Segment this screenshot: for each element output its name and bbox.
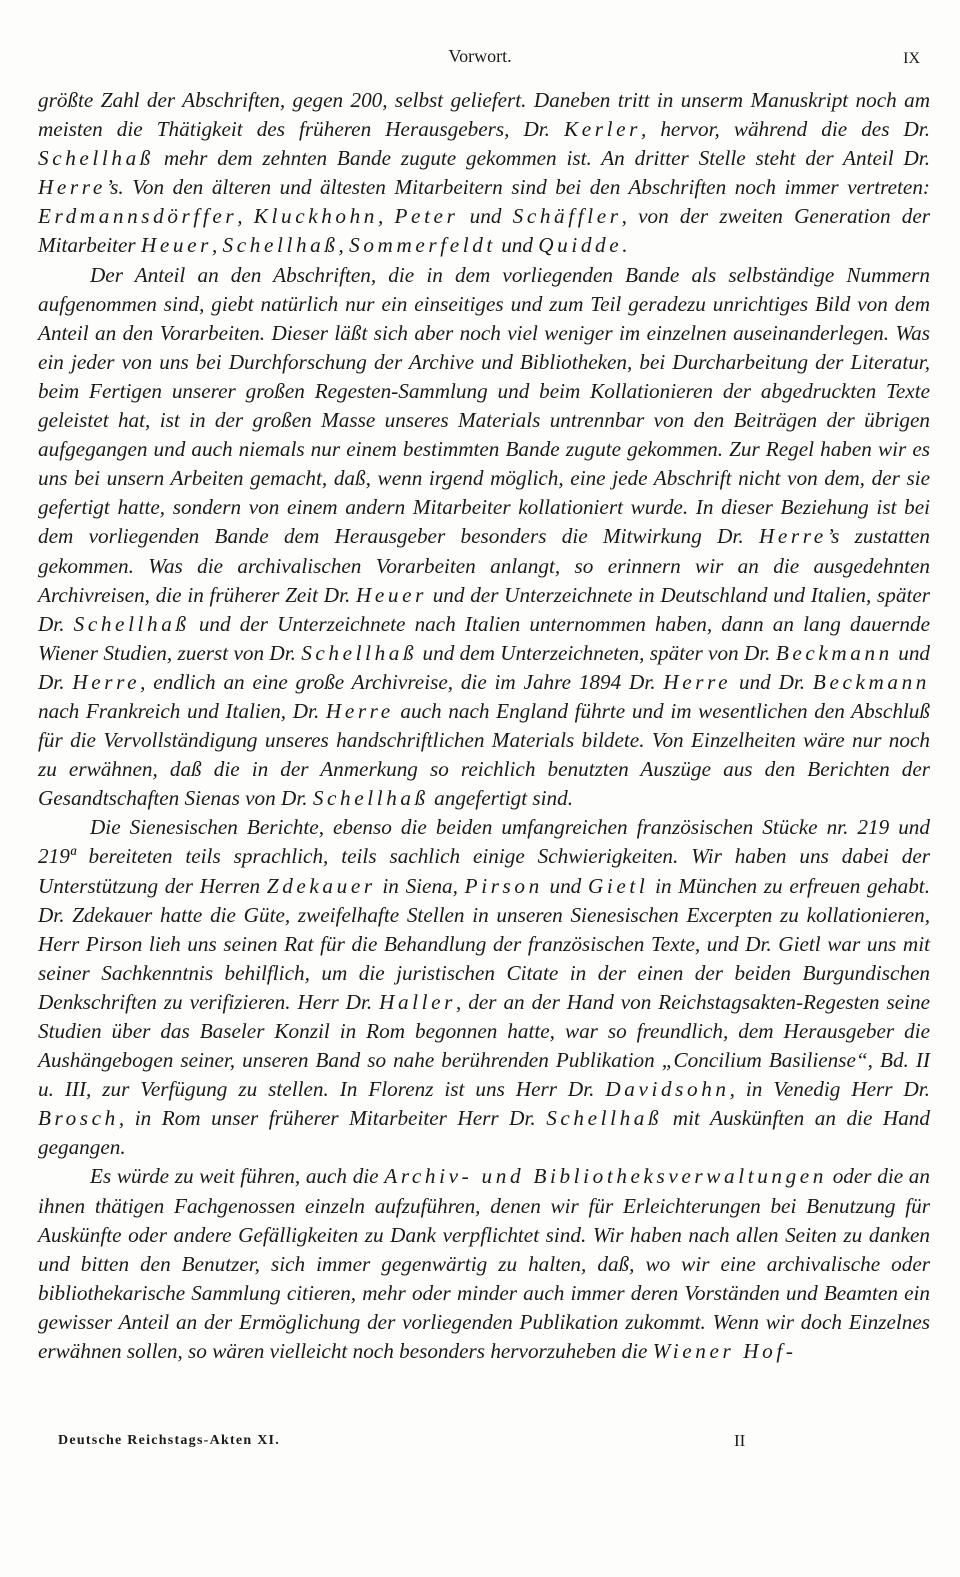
text-run: , der an der Hand von Reichstagsakten-Regesten seine Studien über das Baseler Konzil in Rom begonnen hatte, war so freundlich, dem Herausgeber die Aushängebogen seiner, unseren Band so nahe berührenden Publikation „Concilium Basiliense“, Bd. II u. III, zur Verfügung zu stellen. In Florenz ist uns Herr Dr. (38, 989, 930, 1102)
text-run: und der Unterzeichnete in Deutschland und Italien, später Dr. (38, 582, 930, 636)
paragraph (38, 1162, 930, 1366)
text-run: und Dr. (731, 669, 813, 694)
text-run: und Dr. (38, 640, 931, 694)
page-footer (58, 1433, 778, 1457)
spaced-name: Archiv- und Bibliotheksverwaltungen (384, 1164, 827, 1189)
spaced-name: Schellhaß (73, 611, 190, 636)
text-run: Es würde zu weit führen, auch die (90, 1164, 385, 1189)
spaced-name: Sommerfeldt (349, 233, 496, 258)
text-run: und der Unterzeichnete nach Italien unternommen haben, dann an lang dauernde Wiener Studien, zuerst von Dr. (38, 611, 930, 665)
text-run: Der Anteil an den Abschriften, die in dem vorliegenden Bande als selbständige Nummern aufgenommen sind, giebt natürlich nur ein einseitiges und zum Teil geradezu unrichtiges Bild von dem Anteil an den Vorarbeiten. Dieser läßt sich aber noch viel weniger im einzelnen auseinanderlegen. Was ein jeder von uns bei Durchforschung der Archive und Bibliotheken, bei Durcharbeitung der Literatur, beim Fertigen unserer großen Regesten-Sammlung und beim Kollationieren der abgedruckten Texte geleistet hat, ist in der großen Masse unseres Materials untrennbar von den Beiträgen der übrigen aufgegangen und auch niemals nur einem bestimmten Bande zugute gekommen. Zur Regel haben wir es uns bei unsern Arbeiten gemacht, daß, wenn irgend möglich, eine jede Abschrift nicht von dem, der sie gefertigt hatte, sondern von einem andern Mitarbeiter kollationiert wurde. In dieser Beziehung ist bei dem vorliegenden Bande dem Herausgeber besonders die Mitwirkung Dr. (38, 262, 930, 549)
spaced-name: Heuer (140, 233, 212, 258)
spaced-name: Wiener Hof- (652, 1339, 797, 1364)
text-run: größte Zahl der Abschriften, gegen 200, selbst geliefert. Daneben tritt in unserm Manuskript noch am meisten die Thätigkeit des früheren Herausgebers, Dr. (38, 88, 930, 142)
text-run: und (458, 204, 513, 229)
page-number: IX (903, 50, 920, 67)
text-run: , hervor, während die des Dr. (640, 117, 930, 142)
spaced-name: Schäffler (512, 204, 622, 229)
spaced-name: Erdmannsdörffer (38, 204, 238, 229)
spaced-name: Zdekauer (266, 873, 376, 898)
paragraph (38, 261, 930, 814)
text-run: oder die an ihnen thätigen Fachgenossen einzeln aufzuführen, denen wir für Erleichterungen bei Benutzung für Auskünfte oder andere Gefälligkeiten zu Dank verpflichtet sind. Wir haben nach allen Seiten zu danken und bitten den Benutzer, sich immer gegenwärtig zu halten, daß, wo wir eine archivalische oder bibliothekarische Sammlung citieren, mehr oder minder auch immer deren Vorständen und Beamten ein gewisser Anteil an der Ermöglichung der vorliegenden Publikation zukommt. Wenn wir doch Einzelnes erwähnen sollen, so wären vielleicht noch besonders hervorzuheben die (38, 1164, 930, 1364)
spaced-name: Kluckhohn (253, 204, 378, 229)
spaced-name: Quidde (538, 233, 623, 258)
text-run: in Siena, (375, 873, 465, 898)
spaced-name: Schellhaß (301, 640, 418, 665)
spaced-name: Peter (394, 204, 459, 229)
paragraph (38, 813, 930, 1162)
text-run: , von der zweiten Generation der Mitarbeiter (38, 204, 931, 258)
text-run: und (495, 233, 539, 258)
spaced-name: Schellhaß (222, 233, 339, 258)
spaced-name: Beckmann (812, 669, 930, 694)
signature-line: Deutsche Reichstags-Akten XI. (58, 1433, 281, 1448)
spaced-name: Brosch (38, 1106, 119, 1131)
spaced-name: Beckmann (775, 640, 893, 665)
spaced-name: Kerler (564, 117, 641, 142)
spaced-name: Pirson (464, 873, 543, 898)
spaced-name: Heuer (356, 582, 427, 607)
text-run: , endlich an eine große Archivreise, die im Jahre 1894 Dr. (140, 669, 664, 694)
text-run: angefertigt sind. (428, 786, 574, 811)
text-run: ’s zustatten gekommen. Was die archivalischen Vorarbeiten anlangt, so erinnern wir an die ausgedehnten Archivreisen, die in früherer Zeit Dr. (38, 524, 930, 607)
spaced-name: Herre (758, 524, 827, 549)
spaced-name: Herre (72, 669, 141, 694)
text-run: nach Frankreich und Italien, Dr. (38, 698, 326, 723)
text-run: , (211, 233, 223, 258)
text-run: ’s. Von den älteren und ältesten Mitarbeitern sind bei den Abschriften noch immer vertreten: (105, 175, 930, 200)
spaced-name: Davidsohn (605, 1077, 730, 1102)
body-text (38, 86, 930, 1366)
spaced-name: Herre (38, 175, 106, 200)
text-run: , (237, 204, 254, 229)
paragraph (38, 86, 930, 261)
text-run: in München zu erfreuen gehabt. Dr. Zdekauer hatte die Güte, zweifelhafte Stellen in unseren Sienesischen Excerpten zu kollationieren, Herr Pirson lieh uns seinen Rat für die Behandlung der französischen Texte, und Dr. Gietl war uns mit seiner Sachkenntnis behilflich, um die juristischen Citate in der einen der beiden Burgundischen Denkschriften zu verifizieren. Herr Dr. (38, 873, 930, 1014)
spaced-name: Schellhaß (312, 786, 429, 811)
page-header (40, 46, 920, 74)
running-title: Vorwort. (448, 46, 512, 66)
text-run: , in Venedig Herr Dr. (729, 1077, 930, 1102)
text-run: und dem Unterzeichneten, später von Dr. (417, 640, 776, 665)
text-run: , in Rom unser früherer Mitarbeiter Herr Dr. (118, 1106, 547, 1131)
text-run: und (542, 873, 588, 898)
spaced-name: Herre (325, 698, 394, 723)
text-run: , (338, 233, 350, 258)
spaced-name: Herre (663, 669, 732, 694)
text-run: auch nach England führte und im wesentlichen den Abschluß für die Vervollständigung unseres handschriftlichen Materials bildete. Von Einzelheiten wäre nur noch zu erwähnen, daß die in der Anmerkung so reichlich benutzten Auszüge aus den Berichten der Gesandtschaften Sienas von Dr. (38, 698, 930, 811)
signature-mark: II (734, 1431, 746, 1450)
spaced-name: Haller (379, 989, 457, 1014)
spaced-name: Gietl (587, 873, 649, 898)
text-run: mit Auskünften an die Hand gegangen. (38, 1106, 930, 1160)
text-run: mehr dem zehnten Bande zugute gekommen ist. An dritter Stelle steht der Anteil Dr. (154, 146, 930, 171)
spaced-name: Schellhaß (38, 146, 154, 171)
spaced-name: Schellhaß (546, 1106, 663, 1131)
text-run: , (378, 204, 395, 229)
text-run: Die Sienesischen Berichte, ebenso die beiden umfangreichen französischen Stücke nr. 219 und 219ª bereiteten teils sprachlich, teils sachlich einige Schwierigkeiten. Wir haben uns dabei der Unterstützung der Herren (38, 815, 930, 898)
text-run: . (622, 233, 628, 258)
